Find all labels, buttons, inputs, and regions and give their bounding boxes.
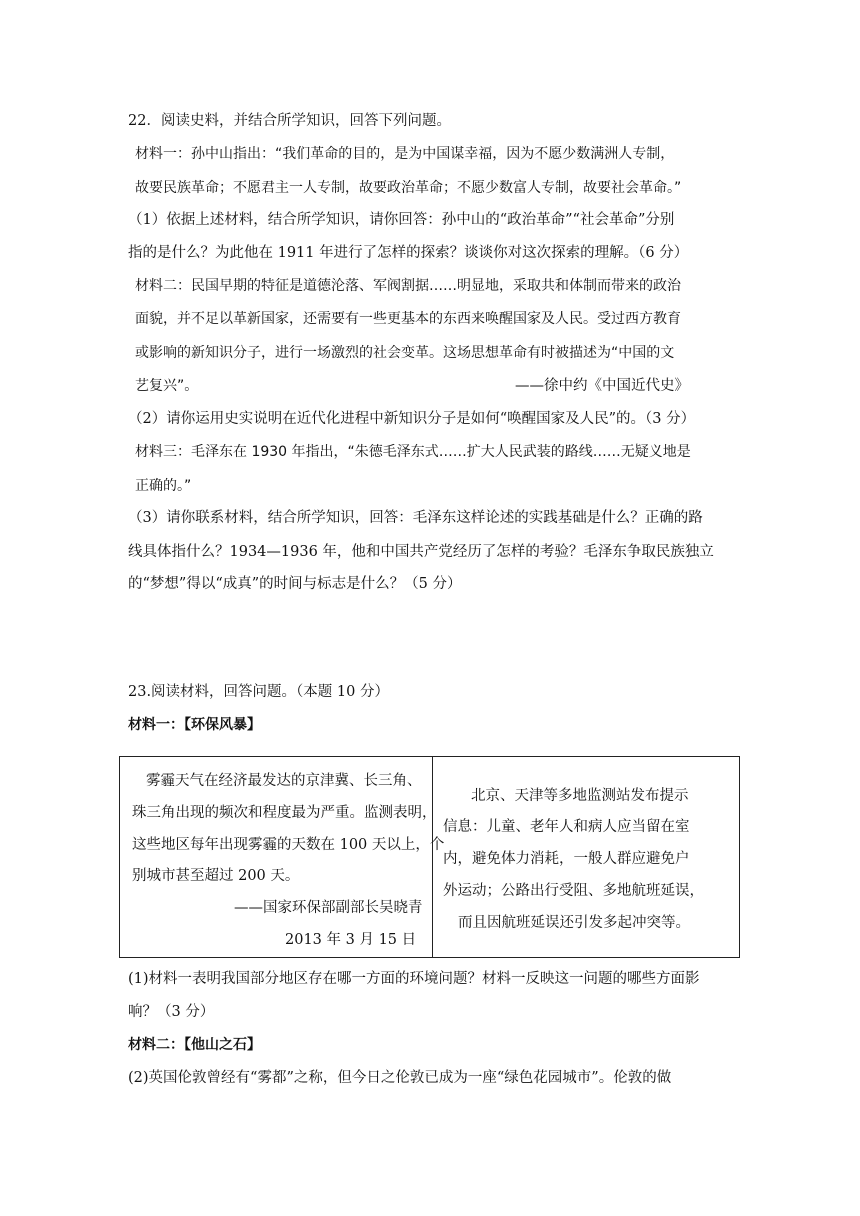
q22-material1-line2: 故要民族革命；不愿君主一人专制，故要政治革命；不愿少数富人专制，故要社会革命。” <box>135 180 682 196</box>
q22-material2-line2: 面貌，并不足以革新国家，还需要有一些更基本的东西来唤醒国家及人民。受过西方教育 <box>135 311 681 327</box>
right-cell-line5: 而且因航班延误还引发多起冲突等。 <box>458 915 690 931</box>
right-cell-line1: 北京、天津等多地监测站发布提示 <box>471 788 689 804</box>
q23-material2-label: 材料二：【他山之石】 <box>128 1037 261 1053</box>
table-cell-right <box>433 757 739 957</box>
left-cell-line3: 这些地区每年出现雾霾的天数在 100 天以上，个 <box>132 837 445 853</box>
q22-question1-line2: 指的是什么？为此他在 1911 年进行了怎样的探索？谈谈你对这次探索的理解。（6 分） <box>128 245 689 261</box>
q22-question3-line1: （3）请你联系材料，结合所学知识，回答：毛泽东这样论述的实践基础是什么？正确的路 <box>128 510 703 526</box>
q23-question1-line1: (1)材料一表明我国部分地区存在哪一方面的环境问题？材料一反映这一问题的哪些方面影 <box>128 971 700 987</box>
q22-material2-line1: 材料二：民国早期的特征是道德沦落、军阀割据……明显地，采取共和体制而带来的政治 <box>135 278 681 294</box>
q23-question1-line2: 响？（3 分） <box>128 1004 215 1020</box>
table-cell-left <box>120 757 445 957</box>
left-cell-source: ——国家环保部副部长吴晓青 <box>234 900 423 916</box>
q22-material2-source: ——徐中约《中国近代史》 <box>515 378 689 394</box>
q22-question3-line2: 线具体指什么？1934—1936 年，他和中国共产党经历了怎样的考验？毛泽东争取民族独立 <box>128 544 714 560</box>
q23-title: 23.阅读材料，回答问题。（本题 10 分） <box>128 684 389 700</box>
q22-material3-line1: 材料三：毛泽东在 1930 年指出，“朱德毛泽东式……扩大人民武装的路线……无疑义地是 <box>135 444 691 460</box>
left-cell-date: 2013 年 3 月 15 日 <box>285 932 417 948</box>
q23-material1-label: 材料一：【环保风暴】 <box>128 717 261 733</box>
q22-material2-line3: 或影响的新知识分子，进行一场激烈的社会变革。这场思想革命有时被描述为“中国的文 <box>135 345 675 361</box>
right-cell-line3: 内，避免体力消耗，一般人群应避免户 <box>443 851 690 867</box>
q22-question1-line1: （1）依据上述材料，结合所学知识，请你回答：孙中山的“政治革命”“社会革命”分别 <box>128 212 675 228</box>
q22-material2-line4: 艺复兴”。 <box>135 378 199 394</box>
left-cell-line1: 雾霾天气在经济最发达的京津冀、长三角、 <box>146 773 422 789</box>
right-cell-line2: 信息：儿童、老年人和病人应当留在室 <box>443 819 690 835</box>
q22-title: 22．阅读史料，并结合所学知识，回答下列问题。 <box>128 113 451 129</box>
right-cell-line4: 外运动；公路出行受阻、多地航班延误， <box>443 883 704 899</box>
q22-question3-line3: 的“梦想”得以“成真”的时间与标志是什么？（5 分） <box>128 576 462 592</box>
left-cell-line2: 珠三角出现的频次和程度最为严重。监测表明， <box>132 805 437 821</box>
q23-question2-line1: (2)英国伦敦曾经有“雾都”之称，但今日之伦敦已成为一座“绿色花园城市”。伦敦的做 <box>128 1070 672 1086</box>
q22-material1-line1: 材料一：孙中山指出：“我们革命的目的，是为中国谋幸福，因为不愿少数满洲人专制， <box>135 146 675 162</box>
q23-material1-table <box>119 756 740 958</box>
q22-material3-line2: 正确的。” <box>135 478 192 494</box>
q22-question2: （2）请你运用史实说明在近代化进程中新知识分子是如何“唤醒国家及人民”的。（3 分） <box>128 411 696 427</box>
left-cell-line4: 别城市甚至超过 200 天。 <box>132 868 300 884</box>
